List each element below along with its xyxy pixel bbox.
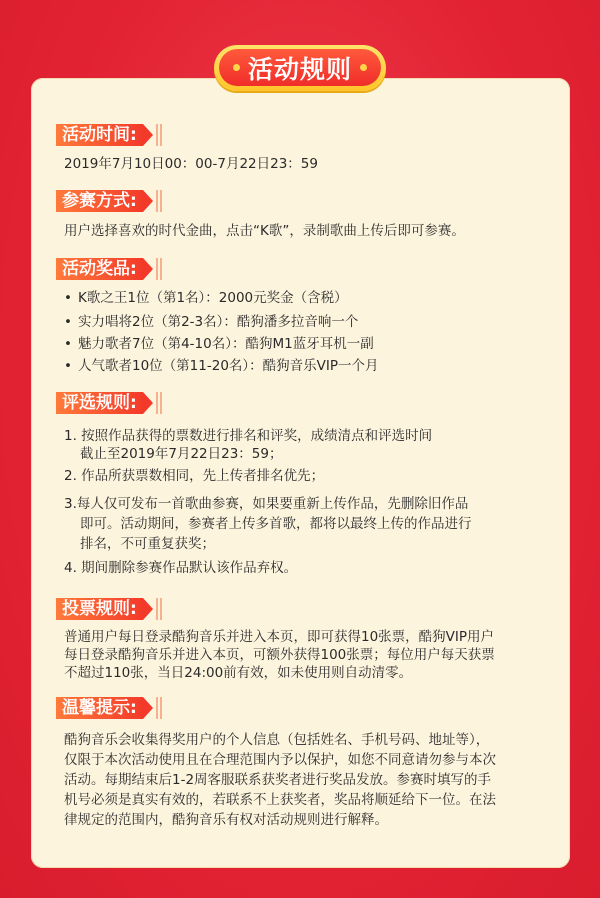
prize-item: • 人气歌者10位（第11-20名）：酷狗音乐VIP一个月: [78, 357, 379, 375]
title-badge: [214, 45, 386, 91]
section-dash-decoration: [156, 392, 162, 414]
section-label-method: 参赛方式:: [56, 190, 143, 212]
selection-line: 3.每人仅可发布一首歌曲参赛，如果要重新上传作品，先删除旧作品: [64, 496, 469, 512]
tips-line: 律规定的范围内，酷狗音乐有权对活动规则进行解释。: [64, 812, 388, 828]
selection-line: 1. 按照作品获得的票数进行排名和评奖，成绩清点和评选时间: [64, 428, 433, 444]
tips-line: 活动。每期结束后1-2周客服联系获奖者进行奖品发放。参赛时填写的手: [64, 772, 492, 788]
tips-line: 仅限于本次活动使用且在合理范围内予以保护，如您不同意请勿参与本次: [64, 752, 496, 768]
selection-line: 4. 期间删除参赛作品默认该作品弃权。: [64, 560, 298, 576]
section-arrow-icon: [143, 124, 153, 146]
tips-line: 机号必须是真实有效的，若联系不上获奖者，奖品将顺延给下一位。在法: [64, 792, 496, 808]
section-title-voting: [56, 597, 162, 621]
section-dash-decoration: [156, 258, 162, 280]
section-dash-decoration: [156, 124, 162, 146]
selection-line: 2. 作品所获票数相同，先上传者排名优先；: [64, 468, 325, 484]
selection-line: 排名，不可重复获奖；: [80, 536, 215, 552]
voting-line: 普通用户每日登录酷狗音乐并进入本页，即可获得10张票，酷狗VIP用户: [64, 629, 495, 645]
section-label-tips: 温馨提示:: [56, 697, 143, 719]
right-dot-icon: [360, 64, 367, 71]
section-dash-decoration: [156, 598, 162, 620]
title-badge-inner: [219, 49, 381, 86]
section-title-selection: [56, 391, 162, 415]
left-dot-icon: [233, 64, 240, 71]
section-label-voting: 投票规则:: [56, 598, 143, 620]
section-arrow-icon: [143, 598, 153, 620]
section-arrow-icon: [143, 697, 153, 719]
section-title-tips: [56, 696, 162, 720]
selection-line: 即可。活动期间，参赛者上传多首歌，都将以最终上传的作品进行: [80, 516, 472, 532]
section-arrow-icon: [143, 190, 153, 212]
section-title-time: [56, 123, 162, 147]
page-title: 活动规则: [247, 54, 352, 84]
method-text: 用户选择喜欢的时代金曲，点击“K歌”，录制歌曲上传后即可参赛。: [64, 223, 465, 239]
section-label-time: 活动时间:: [56, 124, 143, 146]
tips-line: 酷狗音乐会收集得奖用户的个人信息（包括姓名、手机号码、地址等），: [64, 732, 490, 748]
section-label-selection: 评选规则:: [56, 392, 143, 414]
time-text: 2019年7月10日00：00-7月22日23：59: [64, 156, 318, 172]
section-label-prizes: 活动奖品:: [56, 258, 143, 280]
section-arrow-icon: [143, 392, 153, 414]
section-title-method: [56, 189, 162, 213]
section-dash-decoration: [156, 697, 162, 719]
section-title-prizes: [56, 257, 162, 281]
voting-line: 每日登录酷狗音乐并进入本页，可额外获得100张票；每位用户每天获票: [64, 647, 495, 663]
prize-item: • K歌之王1位（第1名）：2000元奖金（含税）: [78, 289, 348, 307]
selection-line: 截止至2019年7月22日23：59；: [80, 446, 283, 462]
prize-item: • 实力唱将2位（第2-3名）：酷狗潘多拉音响一个: [78, 313, 358, 331]
section-dash-decoration: [156, 190, 162, 212]
voting-line: 不超过110张，当日24:00前有效，如未使用则自动清零。: [64, 665, 413, 681]
prize-item: • 魅力歌者7位（第4-10名）：酷狗M1蓝牙耳机一副: [78, 335, 374, 353]
section-arrow-icon: [143, 258, 153, 280]
